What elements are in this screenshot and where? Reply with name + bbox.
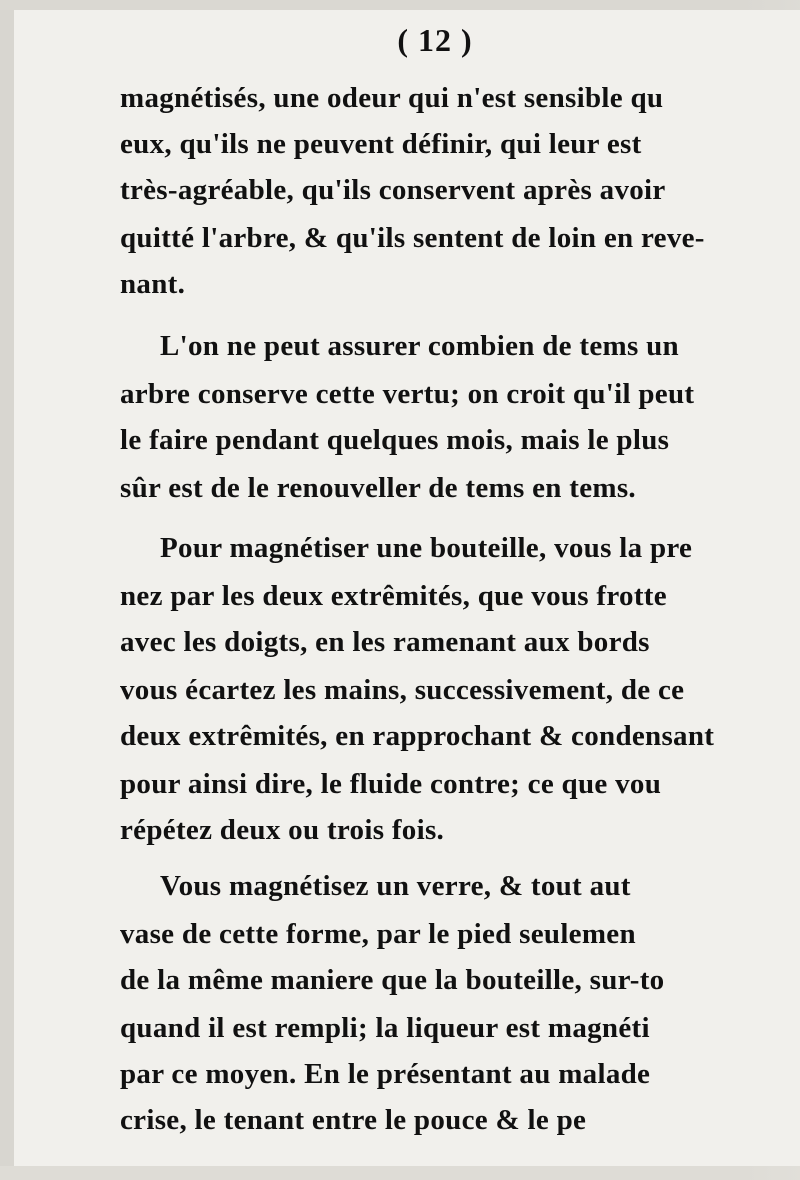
- text-line: répétez deux ou trois fois.: [120, 814, 445, 846]
- text-line: quitté l'arbre, & qu'ils sentent de loin en reve-: [120, 222, 705, 254]
- text-line: nant.: [120, 268, 186, 300]
- page-right-bleed: [740, 0, 800, 1180]
- text-line: deux extrêmités, en rapprochant & condensant: [120, 720, 715, 752]
- text-line: vous écartez les mains, successivement, de ce: [120, 674, 685, 706]
- text-line: sûr est de le renouveller de tems en tems.: [120, 472, 636, 504]
- text-line: avec les doigts, en les ramenant aux bords: [120, 626, 650, 658]
- text-line: eux, qu'ils ne peuvent définir, qui leur est: [120, 128, 642, 160]
- text-line: très-agréable, qu'ils conservent après avoir: [120, 174, 666, 206]
- page-bottom-edge: [0, 1166, 800, 1180]
- text-line: pour ainsi dire, le fluide contre; ce que vou: [120, 768, 662, 800]
- page-left-edge: [0, 0, 14, 1180]
- text-line: crise, le tenant entre le pouce & le pe: [120, 1104, 587, 1136]
- text-line: Pour magnétiser une bouteille, vous la pre: [160, 532, 693, 564]
- page-top-edge: [0, 0, 800, 10]
- text-line: magnétisés, une odeur qui n'est sensible qu: [120, 82, 664, 114]
- text-line: de la même maniere que la bouteille, sur-to: [120, 964, 665, 996]
- text-line: le faire pendant quelques mois, mais le plus: [120, 424, 670, 456]
- text-line: L'on ne peut assurer combien de tems un: [160, 330, 679, 362]
- text-line: arbre conserve cette vertu; on croit qu'il peut: [120, 378, 695, 410]
- text-line: Vous magnétisez un verre, & tout aut: [160, 870, 631, 902]
- text-line: quand il est rempli; la liqueur est magnéti: [120, 1012, 650, 1044]
- text-line: nez par les deux extrêmités, que vous frotte: [120, 580, 667, 612]
- page-number: ( 12 ): [397, 22, 473, 58]
- text-line: par ce moyen. En le présentant au malade: [120, 1058, 651, 1090]
- text-line: vase de cette forme, par le pied seulemen: [120, 918, 636, 950]
